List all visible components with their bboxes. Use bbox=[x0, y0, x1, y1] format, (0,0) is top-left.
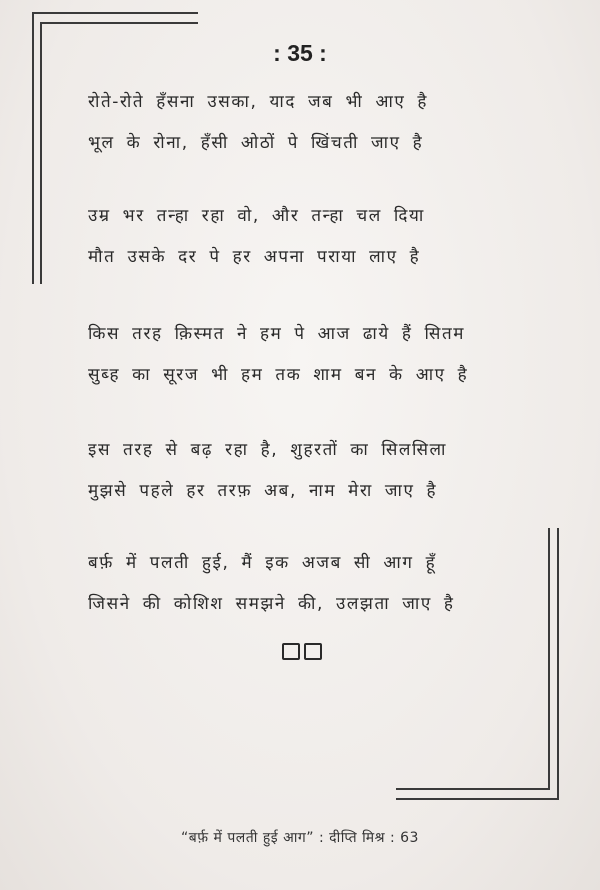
poem-line: किस तरह क़िस्मत ने हम पे आज ढाये हैं सितम bbox=[88, 324, 466, 344]
poem-line: भूल के रोना, हँसी ओठों पे खिंचती जाए है bbox=[88, 133, 424, 153]
top-left-border-inner-h bbox=[40, 22, 198, 24]
bottom-right-border-outer-v bbox=[557, 528, 559, 800]
bottom-right-border-inner-h bbox=[396, 788, 550, 790]
end-of-poem-mark bbox=[282, 643, 322, 661]
page-number: : 35 : bbox=[273, 40, 327, 66]
poem-line: जिसने की कोशिश समझने की, उलझता जाए है bbox=[88, 594, 455, 614]
poem-line: मुझसे पहले हर तरफ़ अब, नाम मेरा जाए है bbox=[88, 481, 438, 501]
poem-line: उम्र भर तन्हा रहा वो, और तन्हा चल दिया bbox=[88, 206, 425, 226]
end-mark-box bbox=[304, 643, 322, 660]
stanza-3 bbox=[88, 324, 508, 406]
bottom-right-border-inner-v bbox=[548, 528, 550, 790]
top-left-border-outer-h bbox=[32, 12, 198, 14]
poem-line: रोते-रोते हँसना उसका, याद जब भी आए है bbox=[88, 92, 429, 112]
bottom-right-border-outer-h bbox=[396, 798, 559, 800]
poem-line: इस तरह से बढ़ रहा है, शुहरतों का सिलसिला bbox=[88, 440, 448, 460]
poem-line: बर्फ़ में पलती हुई, मैं इक अजब सी आग हूँ bbox=[88, 553, 437, 573]
page-footer: “बर्फ़ में पलती हुई आग” : दीप्ति मिश्र : 63 bbox=[181, 830, 419, 846]
poem-line: मौत उसके दर पे हर अपना पराया लाए है bbox=[88, 247, 421, 267]
stanza-4 bbox=[88, 440, 508, 522]
stanza-5 bbox=[88, 553, 508, 635]
stanza-2 bbox=[88, 206, 508, 288]
end-mark-box bbox=[282, 643, 300, 660]
stanza-1 bbox=[88, 92, 508, 174]
poem-line: सुब्ह का सूरज भी हम तक शाम बन के आए है bbox=[88, 365, 469, 385]
